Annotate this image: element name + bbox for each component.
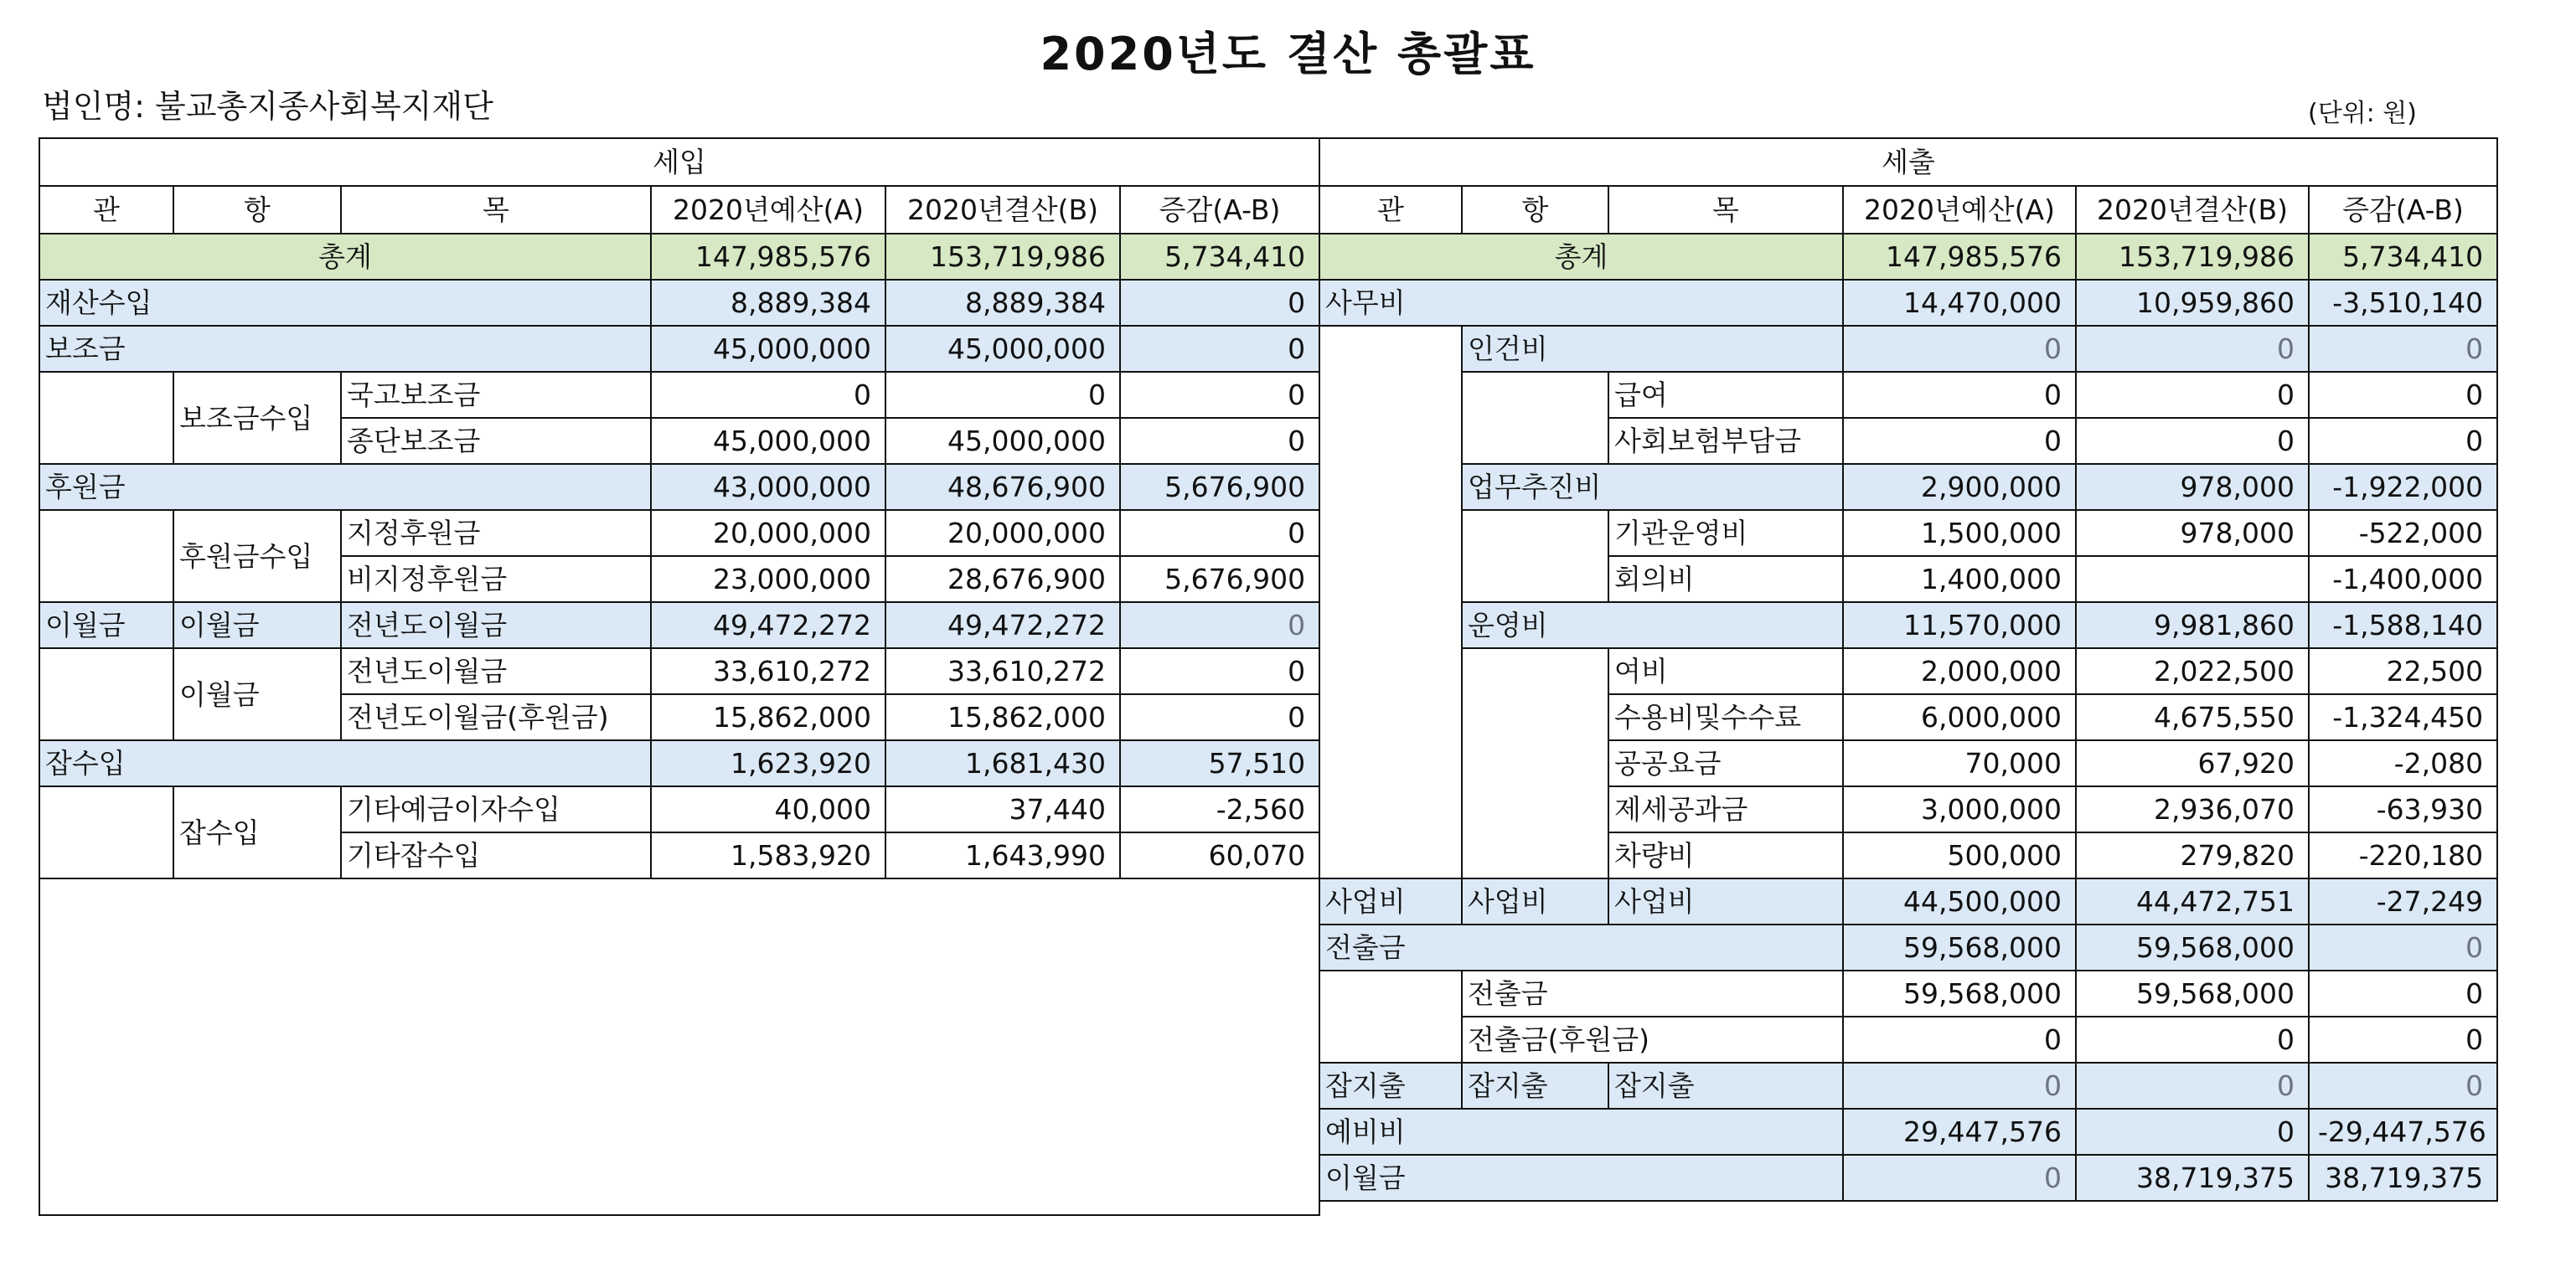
- expense-hang-label: 전출금: [1462, 971, 1843, 1017]
- table-row: [1319, 372, 2497, 418]
- diff-cell: 0: [2309, 971, 2497, 1017]
- table-row: [1319, 280, 2497, 326]
- expense-total-row: [1319, 234, 2497, 280]
- diff-cell: 0: [1120, 280, 1319, 326]
- empty-cell: [39, 786, 173, 878]
- income-mok-label: 전년도이월금: [341, 648, 651, 694]
- table-row: [1319, 1109, 2497, 1155]
- diff-cell: 0: [2309, 372, 2497, 418]
- table-row: [1319, 925, 2497, 971]
- budget-cell: 2,900,000: [1843, 464, 2076, 510]
- settlement-cell: 1,643,990: [885, 832, 1120, 878]
- expense-gwan-label: 전출금: [1319, 925, 1843, 971]
- income-gwan-label: 잡수입: [39, 740, 651, 786]
- income-header-gwan: 관: [39, 186, 173, 234]
- blank-area: [39, 878, 1319, 1215]
- income-header-diff: 증감(A-B): [1120, 186, 1319, 234]
- budget-cell: 59,568,000: [1843, 925, 2076, 971]
- income-mok-label: 전년도이월금(후원금): [341, 694, 651, 740]
- budget-cell: 15,862,000: [651, 694, 885, 740]
- expense-hang-label: 사업비: [1462, 878, 1608, 925]
- income-header-mok: 목: [341, 186, 651, 234]
- budget-cell: 40,000: [651, 786, 885, 832]
- diff-cell: 0: [2309, 1063, 2497, 1109]
- budget-cell: 3,000,000: [1843, 786, 2076, 832]
- budget-cell: 45,000,000: [651, 326, 885, 372]
- budget-cell: 0: [1843, 326, 2076, 372]
- expense-total-settlement: 153,719,986: [2076, 234, 2309, 280]
- empty-cell: [1462, 510, 1608, 602]
- diff-cell: 5,676,900: [1120, 556, 1319, 602]
- expense-mok-label: 공공요금: [1608, 740, 1843, 786]
- diff-cell: 0: [1120, 602, 1319, 648]
- settlement-cell: 67,920: [2076, 740, 2309, 786]
- settlement-cell: 48,676,900: [885, 464, 1120, 510]
- expense-hang-label: 업무추진비: [1462, 464, 1843, 510]
- expense-header-mok: 목: [1608, 186, 1843, 234]
- settlement-cell: 44,472,751: [2076, 878, 2309, 925]
- table-row: [39, 280, 1319, 326]
- settlement-cell: 0: [2076, 326, 2309, 372]
- diff-cell: 60,070: [1120, 832, 1319, 878]
- expense-hang-label: 운영비: [1462, 602, 1843, 648]
- empty-cell: [39, 648, 173, 740]
- income-table: [39, 137, 1320, 1216]
- expense-header-hang: 항: [1462, 186, 1608, 234]
- table-row: [1319, 326, 2497, 372]
- settlement-cell: 2,022,500: [2076, 648, 2309, 694]
- expense-header-budget: 2020년예산(A): [1843, 186, 2076, 234]
- settlement-cell: 978,000: [2076, 510, 2309, 556]
- diff-cell: -1,324,450: [2309, 694, 2497, 740]
- settlement-cell: 10,959,860: [2076, 280, 2309, 326]
- diff-cell: 57,510: [1120, 740, 1319, 786]
- expense-total-budget: 147,985,576: [1843, 234, 2076, 280]
- income-hang-label: 후원금수입: [173, 510, 341, 602]
- expense-hang-label: 인건비: [1462, 326, 1843, 372]
- income-column-header-row: [39, 186, 1319, 234]
- expense-table: [1319, 137, 2498, 1202]
- settlement-cell: 279,820: [2076, 832, 2309, 878]
- diff-cell: 0: [1120, 510, 1319, 556]
- expense-mok-label: 사회보험부담금: [1608, 418, 1843, 464]
- table-row: [39, 464, 1319, 510]
- table-row: [39, 326, 1319, 372]
- settlement-cell: 0: [2076, 1063, 2309, 1109]
- diff-cell: 0: [2309, 1017, 2497, 1063]
- budget-cell: 1,400,000: [1843, 556, 2076, 602]
- table-row: [39, 648, 1319, 694]
- budget-cell: 0: [1843, 1155, 2076, 1201]
- expense-mok-label: 기관운영비: [1608, 510, 1843, 556]
- income-header-hang: 항: [173, 186, 341, 234]
- budget-cell: 14,470,000: [1843, 280, 2076, 326]
- table-row: [39, 740, 1319, 786]
- diff-cell: -2,080: [2309, 740, 2497, 786]
- budget-cell: 0: [651, 372, 885, 418]
- diff-cell: -3,510,140: [2309, 280, 2497, 326]
- empty-cell: [39, 510, 173, 602]
- expense-hang-label: 전출금(후원금): [1462, 1017, 1843, 1063]
- settlement-cell: 0: [2076, 1109, 2309, 1155]
- expense-section-title: 세출: [1319, 138, 2497, 186]
- settlement-cell: 28,676,900: [885, 556, 1120, 602]
- expense-header-gwan: 관: [1319, 186, 1462, 234]
- table-row: [1319, 1155, 2497, 1201]
- diff-cell: 0: [1120, 372, 1319, 418]
- budget-cell: 20,000,000: [651, 510, 885, 556]
- expense-gwan-label: 이월금: [1319, 1155, 1843, 1201]
- empty-cell: [1462, 372, 1608, 464]
- diff-cell: 5,676,900: [1120, 464, 1319, 510]
- budget-cell: 8,889,384: [651, 280, 885, 326]
- unit-label: (단위: 원): [2308, 99, 2417, 128]
- settlement-cell: 0: [2076, 418, 2309, 464]
- income-gwan-label: 재산수입: [39, 280, 651, 326]
- settlement-cell: 33,610,272: [885, 648, 1120, 694]
- table-row: [1319, 602, 2497, 648]
- table-row: [1319, 1017, 2497, 1063]
- income-mok-label: 지정후원금: [341, 510, 651, 556]
- income-hang-label: 이월금: [173, 648, 341, 740]
- expense-hang-label: 잡지출: [1462, 1063, 1608, 1109]
- diff-cell: 0: [1120, 694, 1319, 740]
- budget-cell: 11,570,000: [1843, 602, 2076, 648]
- table-row: [1319, 971, 2497, 1017]
- expense-mok-label: 회의비: [1608, 556, 1843, 602]
- income-header-budget: 2020년예산(A): [651, 186, 885, 234]
- settlement-cell: 59,568,000: [2076, 971, 2309, 1017]
- budget-cell: 2,000,000: [1843, 648, 2076, 694]
- settlement-cell: 38,719,375: [2076, 1155, 2309, 1201]
- expense-gwan-label: 사업비: [1319, 878, 1462, 925]
- diff-cell: -29,447,576: [2309, 1109, 2497, 1155]
- income-gwan-label: 후원금: [39, 464, 651, 510]
- budget-cell: 43,000,000: [651, 464, 885, 510]
- income-hang-label: 잡수입: [173, 786, 341, 878]
- budget-cell: 1,500,000: [1843, 510, 2076, 556]
- expense-total-diff: 5,734,410: [2309, 234, 2497, 280]
- diff-cell: 0: [2309, 418, 2497, 464]
- expense-mok-label: 여비: [1608, 648, 1843, 694]
- diff-cell: -522,000: [2309, 510, 2497, 556]
- budget-cell: 6,000,000: [1843, 694, 2076, 740]
- diff-cell: 22,500: [2309, 648, 2497, 694]
- organization-name: 법인명: 불교총지종사회복지재단: [42, 88, 493, 125]
- settlement-cell: 9,981,860: [2076, 602, 2309, 648]
- budget-cell: 0: [1843, 372, 2076, 418]
- table-row: [1319, 878, 2497, 925]
- diff-cell: -1,400,000: [2309, 556, 2497, 602]
- income-mok-label: 기타잡수입: [341, 832, 651, 878]
- table-row: [1319, 510, 2497, 556]
- diff-cell: 0: [1120, 648, 1319, 694]
- income-section-title: 세입: [39, 138, 1319, 186]
- budget-cell: 0: [1843, 1017, 2076, 1063]
- diff-cell: -27,249: [2309, 878, 2497, 925]
- expense-gwan-label: 예비비: [1319, 1109, 1843, 1155]
- expense-mok-label: 잡지출: [1608, 1063, 1843, 1109]
- expense-mok-label: 수용비및수수료: [1608, 694, 1843, 740]
- income-total-diff: 5,734,410: [1120, 234, 1319, 280]
- settlement-cell: 49,472,272: [885, 602, 1120, 648]
- settlement-cell: 15,862,000: [885, 694, 1120, 740]
- budget-cell: 500,000: [1843, 832, 2076, 878]
- expense-mok-label: 급여: [1608, 372, 1843, 418]
- page-title: 2020년도 결산 총괄표: [1040, 28, 1536, 80]
- settlement-cell: 4,675,550: [2076, 694, 2309, 740]
- settlement-cell: 45,000,000: [885, 326, 1120, 372]
- expense-header-settlement: 2020년결산(B): [2076, 186, 2309, 234]
- empty-cell: [1319, 326, 1462, 878]
- income-total-row: [39, 234, 1319, 280]
- budget-cell: 29,447,576: [1843, 1109, 2076, 1155]
- settlement-cell: 45,000,000: [885, 418, 1120, 464]
- income-mok-label: 비지정후원금: [341, 556, 651, 602]
- empty-cell: [1462, 648, 1608, 878]
- settlement-cell: 0: [2076, 1017, 2309, 1063]
- budget-cell: 1,623,920: [651, 740, 885, 786]
- income-header-settlement: 2020년결산(B): [885, 186, 1120, 234]
- table-row: [1319, 464, 2497, 510]
- table-row: [39, 602, 1319, 648]
- income-hang-label: 이월금: [173, 602, 341, 648]
- table-row: [1319, 648, 2497, 694]
- expense-section-header-row: [1319, 138, 2497, 186]
- settlement-cell: 8,889,384: [885, 280, 1120, 326]
- income-gwan-label: 보조금: [39, 326, 651, 372]
- income-mok-label: 기타예금이자수입: [341, 786, 651, 832]
- budget-cell: 0: [1843, 1063, 2076, 1109]
- settlement-cell: 59,568,000: [2076, 925, 2309, 971]
- settlement-cell: 0: [885, 372, 1120, 418]
- budget-cell: 59,568,000: [1843, 971, 2076, 1017]
- diff-cell: -2,560: [1120, 786, 1319, 832]
- diff-cell: -220,180: [2309, 832, 2497, 878]
- expense-gwan-label: 잡지출: [1319, 1063, 1462, 1109]
- budget-cell: 23,000,000: [651, 556, 885, 602]
- empty-cell: [1319, 971, 1462, 1063]
- table-row: [39, 786, 1319, 832]
- empty-cell: [39, 372, 173, 464]
- expense-mok-label: 사업비: [1608, 878, 1843, 925]
- expense-mok-label: 차량비: [1608, 832, 1843, 878]
- diff-cell: -1,922,000: [2309, 464, 2497, 510]
- budget-cell: 70,000: [1843, 740, 2076, 786]
- income-section-header-row: [39, 138, 1319, 186]
- diff-cell: -1,588,140: [2309, 602, 2497, 648]
- settlement-cell: 1,681,430: [885, 740, 1120, 786]
- income-gwan-label: 이월금: [39, 602, 173, 648]
- settlement-cell: [2076, 556, 2309, 602]
- settlement-cell: 0: [2076, 372, 2309, 418]
- settlement-cell: 2,936,070: [2076, 786, 2309, 832]
- budget-cell: 1,583,920: [651, 832, 885, 878]
- income-mok-label: 전년도이월금: [341, 602, 651, 648]
- table-row: [1319, 1063, 2497, 1109]
- income-total-settlement: 153,719,986: [885, 234, 1120, 280]
- settlement-cell: 20,000,000: [885, 510, 1120, 556]
- expense-header-diff: 증감(A-B): [2309, 186, 2497, 234]
- table-row: [39, 372, 1319, 418]
- budget-cell: 44,500,000: [1843, 878, 2076, 925]
- settlement-cell: 37,440: [885, 786, 1120, 832]
- budget-cell: 0: [1843, 418, 2076, 464]
- diff-cell: 0: [2309, 326, 2497, 372]
- expense-mok-label: 제세공과금: [1608, 786, 1843, 832]
- diff-cell: 0: [1120, 326, 1319, 372]
- settlement-cell: 978,000: [2076, 464, 2309, 510]
- diff-cell: 38,719,375: [2309, 1155, 2497, 1201]
- income-blank-area: [39, 878, 1319, 1215]
- budget-cell: 49,472,272: [651, 602, 885, 648]
- budget-cell: 33,610,272: [651, 648, 885, 694]
- income-total-budget: 147,985,576: [651, 234, 885, 280]
- table-row: [39, 510, 1319, 556]
- budget-cell: 45,000,000: [651, 418, 885, 464]
- expense-gwan-label: 사무비: [1319, 280, 1843, 326]
- expense-total-label: 총계: [1319, 234, 1843, 280]
- expense-column-header-row: [1319, 186, 2497, 234]
- income-hang-label: 보조금수입: [173, 372, 341, 464]
- diff-cell: 0: [2309, 925, 2497, 971]
- diff-cell: 0: [1120, 418, 1319, 464]
- income-mok-label: 종단보조금: [341, 418, 651, 464]
- diff-cell: -63,930: [2309, 786, 2497, 832]
- income-mok-label: 국고보조금: [341, 372, 651, 418]
- income-total-label: 총계: [39, 234, 651, 280]
